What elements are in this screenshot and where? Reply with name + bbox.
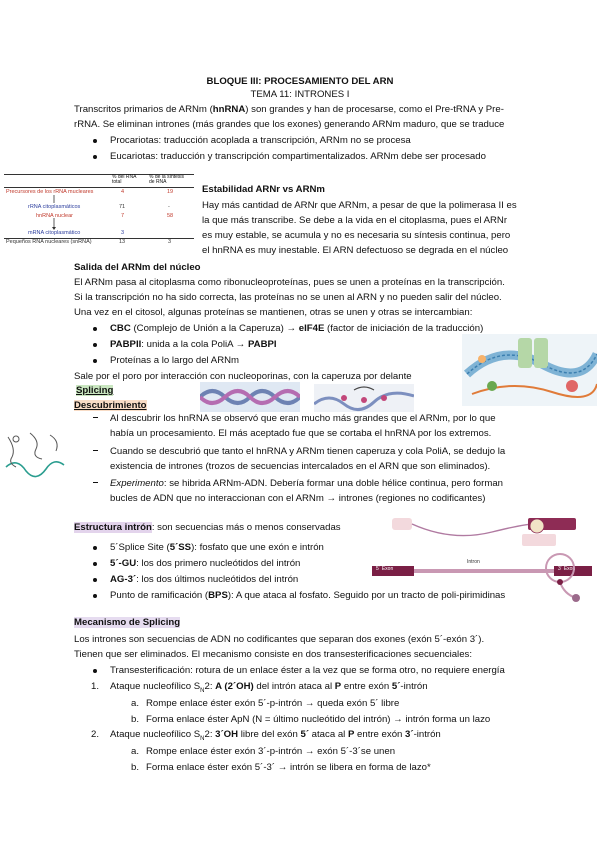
step-text: Ataque nucleofílico S bbox=[110, 681, 201, 692]
table-cell: - bbox=[168, 204, 170, 210]
intro-line-2: rRNA. Se eliminan intrones (más grandes que los exones) generando ARNm maduro, que se traduce bbox=[74, 119, 505, 130]
step-text: 2: bbox=[204, 681, 216, 692]
table-cell: 3 bbox=[168, 239, 172, 245]
step-1b: Forma enlace éster ApN (N = último nucleótido del intrón) → intrón forma un lazo bbox=[146, 714, 491, 725]
stability-title: Estabilidad ARNr vs ARNm bbox=[202, 184, 325, 195]
stability-line: la que más transcribe. Se debe a la vida en el citoplasma, pues el ARNr bbox=[202, 215, 508, 226]
bullet-dot bbox=[93, 669, 97, 673]
intron-bullet-2 bbox=[110, 557, 300, 570]
step-2b: Forma enlace éster exón 5´-3´ → intrón se libera en forma de lazo* bbox=[146, 762, 431, 773]
table-row-label: mRNA citoplasmático bbox=[28, 230, 81, 236]
intron-text: 5´Splice Site ( bbox=[110, 542, 170, 553]
step-bold: 5´ bbox=[300, 729, 310, 740]
intro-bullet-2: Eucariotas: traducción y transcripción compartimentalizados. ARNm debe ser procesado bbox=[110, 151, 486, 162]
intron-label: Intron bbox=[467, 559, 480, 565]
five-ss-term: 5´SS bbox=[169, 542, 192, 553]
intron-text: ): A que ataca al fosfato. Seguido por un tracto de poli-pirimidinas bbox=[227, 590, 506, 601]
table-row-label: hnRNA nuclear bbox=[36, 213, 73, 219]
dash-marker bbox=[93, 482, 98, 483]
eif4e-term: eIF4E bbox=[298, 323, 325, 334]
step-sub: N bbox=[200, 687, 205, 694]
step-1a: Rompe enlace éster exón 5´-p-intrón → queda exón 5´ libre bbox=[146, 698, 400, 709]
table-cell: 19 bbox=[167, 189, 174, 195]
bullet-dot bbox=[93, 578, 97, 582]
table-cell: 7 bbox=[121, 213, 125, 219]
step-sub: N bbox=[200, 735, 205, 742]
hybridization-figure-2 bbox=[314, 384, 414, 412]
stability-line: Hay más cantidad de ARNr que ARNm, a pesar de que la polimerasa II es bbox=[202, 200, 517, 211]
bps-term: BPS bbox=[208, 590, 228, 601]
step-1a-letter: a. bbox=[131, 698, 140, 709]
step-2-number: 2. bbox=[91, 729, 100, 740]
step-bold: A (2´OH) bbox=[215, 681, 254, 692]
discovery-item-1-line-1: Al descubrir los hnRNA se observó que eran mucho más grandes que el ARNm, por lo que bbox=[110, 413, 496, 424]
step-bold: 3´OH bbox=[215, 729, 239, 740]
intro-text: ) son grandes y han de procesarse, como el Pre-tRNA y Pre- bbox=[245, 104, 504, 115]
exit-bullet-1 bbox=[110, 322, 483, 335]
mechanism-title bbox=[74, 617, 180, 628]
exit-line: El ARNm pasa al citoplasma como ribonucleoproteínas, pues se unen a proteínas en la transcripción. bbox=[74, 277, 505, 288]
rloop-figure bbox=[2, 427, 66, 485]
step-text: -intrón bbox=[413, 729, 441, 740]
step-bold: P bbox=[347, 729, 355, 740]
cbc-term: CBC bbox=[110, 323, 131, 334]
step-bold: 3´ bbox=[405, 729, 414, 740]
step-text: libre del exón bbox=[238, 729, 301, 740]
intron-text: Punto de ramificación ( bbox=[110, 590, 209, 601]
nuclear-pore-figure bbox=[462, 334, 597, 406]
intron-bullet-4 bbox=[110, 589, 505, 602]
transesterification-bullet: Transesterificación: rotura de un enlace éster a la vez que se forma otro, no requiere energía bbox=[110, 665, 505, 676]
intron-text: : los dos primero nucleótidos del intrón bbox=[136, 558, 301, 569]
mechanism-line-1: Los intrones son secuencias de ADN no codificantes que separan dos exones (exón 5´-exón 3´). bbox=[74, 634, 485, 645]
exit-bullet-3: Proteínas a lo largo del ARNm bbox=[110, 355, 240, 366]
intron-text: ): fosfato que une exón e intrón bbox=[191, 542, 324, 553]
block-title: BLOQUE III: PROCESAMIENTO DEL ARN bbox=[206, 76, 394, 87]
discovery-item-2-line-1: Cuando se descubrió que tanto el hnRNA y ARNm tienen caperuza y cola PoliA, se dedujo la bbox=[110, 446, 506, 457]
pabpii-term: PABPII bbox=[110, 339, 142, 350]
table-cell: 13 bbox=[119, 239, 126, 245]
intron-bullet-1 bbox=[110, 541, 324, 554]
bullet-dot bbox=[93, 155, 97, 159]
step-text: ataca al bbox=[309, 729, 348, 740]
rna-table-figure bbox=[4, 174, 194, 244]
topic-title: TEMA 11: INTRONES I bbox=[250, 89, 350, 100]
intron-bullet-3 bbox=[110, 573, 298, 586]
bullet-dot bbox=[93, 594, 97, 598]
exon-3-label: 3´ Exon bbox=[558, 566, 576, 572]
step-text: entre exón bbox=[354, 729, 406, 740]
intron-structure-title: Estructura intrón bbox=[74, 522, 152, 533]
step-text: del intrón ataca al bbox=[253, 681, 335, 692]
bullet-dot bbox=[93, 546, 97, 550]
stability-line: el hnRNA es muy inestable. El ARN defectuoso se degrada en el núcleo bbox=[202, 245, 509, 256]
pabpi-term: PABPI bbox=[247, 339, 277, 350]
ag-term: AG-3´ bbox=[110, 574, 137, 585]
table-row-label: Pequeños RNA nucleares (snRNA) bbox=[6, 239, 92, 245]
table-cell: 71 bbox=[119, 204, 126, 210]
bullet-dot bbox=[93, 359, 97, 363]
mechanism-title-text: Mecanismo de Splicing bbox=[74, 617, 181, 628]
intro-line-1 bbox=[74, 103, 504, 116]
step-text: 2: bbox=[204, 729, 216, 740]
discovery-item-2-line-2: existencia de intrones (trozos de secuencias intercalados en el ARN que son eliminados). bbox=[110, 461, 491, 472]
table-col-header-1: % del RNA total bbox=[112, 174, 137, 185]
hybridization-figure-1 bbox=[200, 382, 300, 412]
bullet-dot bbox=[93, 327, 97, 331]
discovery-item-3-line-1 bbox=[110, 477, 503, 490]
intron-structure-text: : son secuencias más o menos conservadas bbox=[151, 522, 341, 533]
step-1 bbox=[110, 680, 428, 698]
step-bold: 5´ bbox=[391, 681, 401, 692]
table-row-label: Precursores de los rRNA mucleares bbox=[6, 189, 94, 195]
step-1-number: 1. bbox=[91, 681, 100, 692]
table-row-label: rRNA citoplasmáticos bbox=[28, 204, 81, 210]
step-2a: Rompe enlace éster exón 3´-p-intrón → exón 5´-3´se unen bbox=[146, 746, 396, 757]
splicing-title bbox=[74, 385, 115, 396]
intron-structure-heading bbox=[74, 521, 341, 534]
exit-bullet-2 bbox=[110, 338, 277, 351]
table-col-header-2: % de la síntesis de RNA bbox=[149, 174, 185, 185]
exit-line: Una vez en el citosol, algunas proteínas se mantienen, otras se unen y otras se intercambian: bbox=[74, 307, 473, 318]
step-2b-letter: b. bbox=[131, 762, 140, 773]
lariat-figure bbox=[530, 548, 594, 610]
step-2 bbox=[110, 728, 441, 746]
exit-line: Si la transcripción no ha sido correcta, las proteínas no se unen al ARN y no pueden salir del núcleo. bbox=[74, 292, 502, 303]
bullet-dot bbox=[93, 562, 97, 566]
exit-text: (Complejo de Unión a la Caperuza) → bbox=[130, 323, 299, 334]
dash-marker bbox=[93, 417, 98, 418]
stability-line: es muy estable, se acumula y no es necesaria su síntesis continua, pero bbox=[202, 230, 511, 241]
gu-term: 5´-GU bbox=[110, 558, 137, 569]
table-cell: 4 bbox=[121, 189, 125, 195]
exit-text: : unida a la cola PoliA → bbox=[141, 339, 248, 350]
discovery-title bbox=[74, 400, 147, 411]
discovery-item-3-line-2: bucles de ADN que no interaccionan con el ARNm → intrones (regiones no codificantes) bbox=[110, 493, 486, 504]
exit-last-line: Sale por el poro por interacción con nucleoporinas, con la caperuza por delante bbox=[74, 371, 412, 382]
table-cell: 3 bbox=[121, 230, 125, 236]
step-text: entre exón bbox=[341, 681, 392, 692]
step-bold: P bbox=[334, 681, 342, 692]
step-1b-letter: b. bbox=[131, 714, 140, 725]
intro-bullet-1: Procariotas: traducción acoplada a transcripción, ARNm no se procesa bbox=[110, 135, 411, 146]
exit-text: (factor de iniciación de la traducción) bbox=[324, 323, 484, 334]
exon-5-label: 5´ Exon bbox=[376, 566, 394, 572]
discovery-text: : se hibrida ARNm-ADN. Debería formar una doble hélice continua, pero forman bbox=[163, 478, 504, 489]
table-cell: 58 bbox=[167, 213, 174, 219]
discovery-title-text: Descubrimiento bbox=[74, 400, 147, 411]
step-2a-letter: a. bbox=[131, 746, 140, 757]
discovery-item-1-line-2: había un procesamiento. El más aceptado fue que se cortaba el hnRNA por los extremos. bbox=[110, 428, 492, 439]
intron-text: : los dos últimos nucleótidos del intrón bbox=[136, 574, 299, 585]
experiment-term: Experimento bbox=[110, 478, 164, 489]
splicing-title-text: Splicing bbox=[76, 385, 114, 396]
table-arrows bbox=[4, 174, 194, 246]
hnrna-term: hnRNA bbox=[212, 104, 246, 115]
dash-marker bbox=[93, 450, 98, 451]
mechanism-line-2: Tienen que ser eliminados. El mecanismo consiste en dos transesterificaciones secuenciales: bbox=[74, 649, 472, 660]
step-text: -intrón bbox=[400, 681, 428, 692]
step-text: Ataque nucleofílico S bbox=[110, 729, 201, 740]
bullet-dot bbox=[93, 343, 97, 347]
exit-title: Salida del ARNm del núcleo bbox=[74, 262, 201, 273]
bullet-dot bbox=[93, 139, 97, 143]
splice-site-figure bbox=[392, 512, 578, 550]
intro-text: Transcritos primarios de ARNm ( bbox=[74, 104, 213, 115]
